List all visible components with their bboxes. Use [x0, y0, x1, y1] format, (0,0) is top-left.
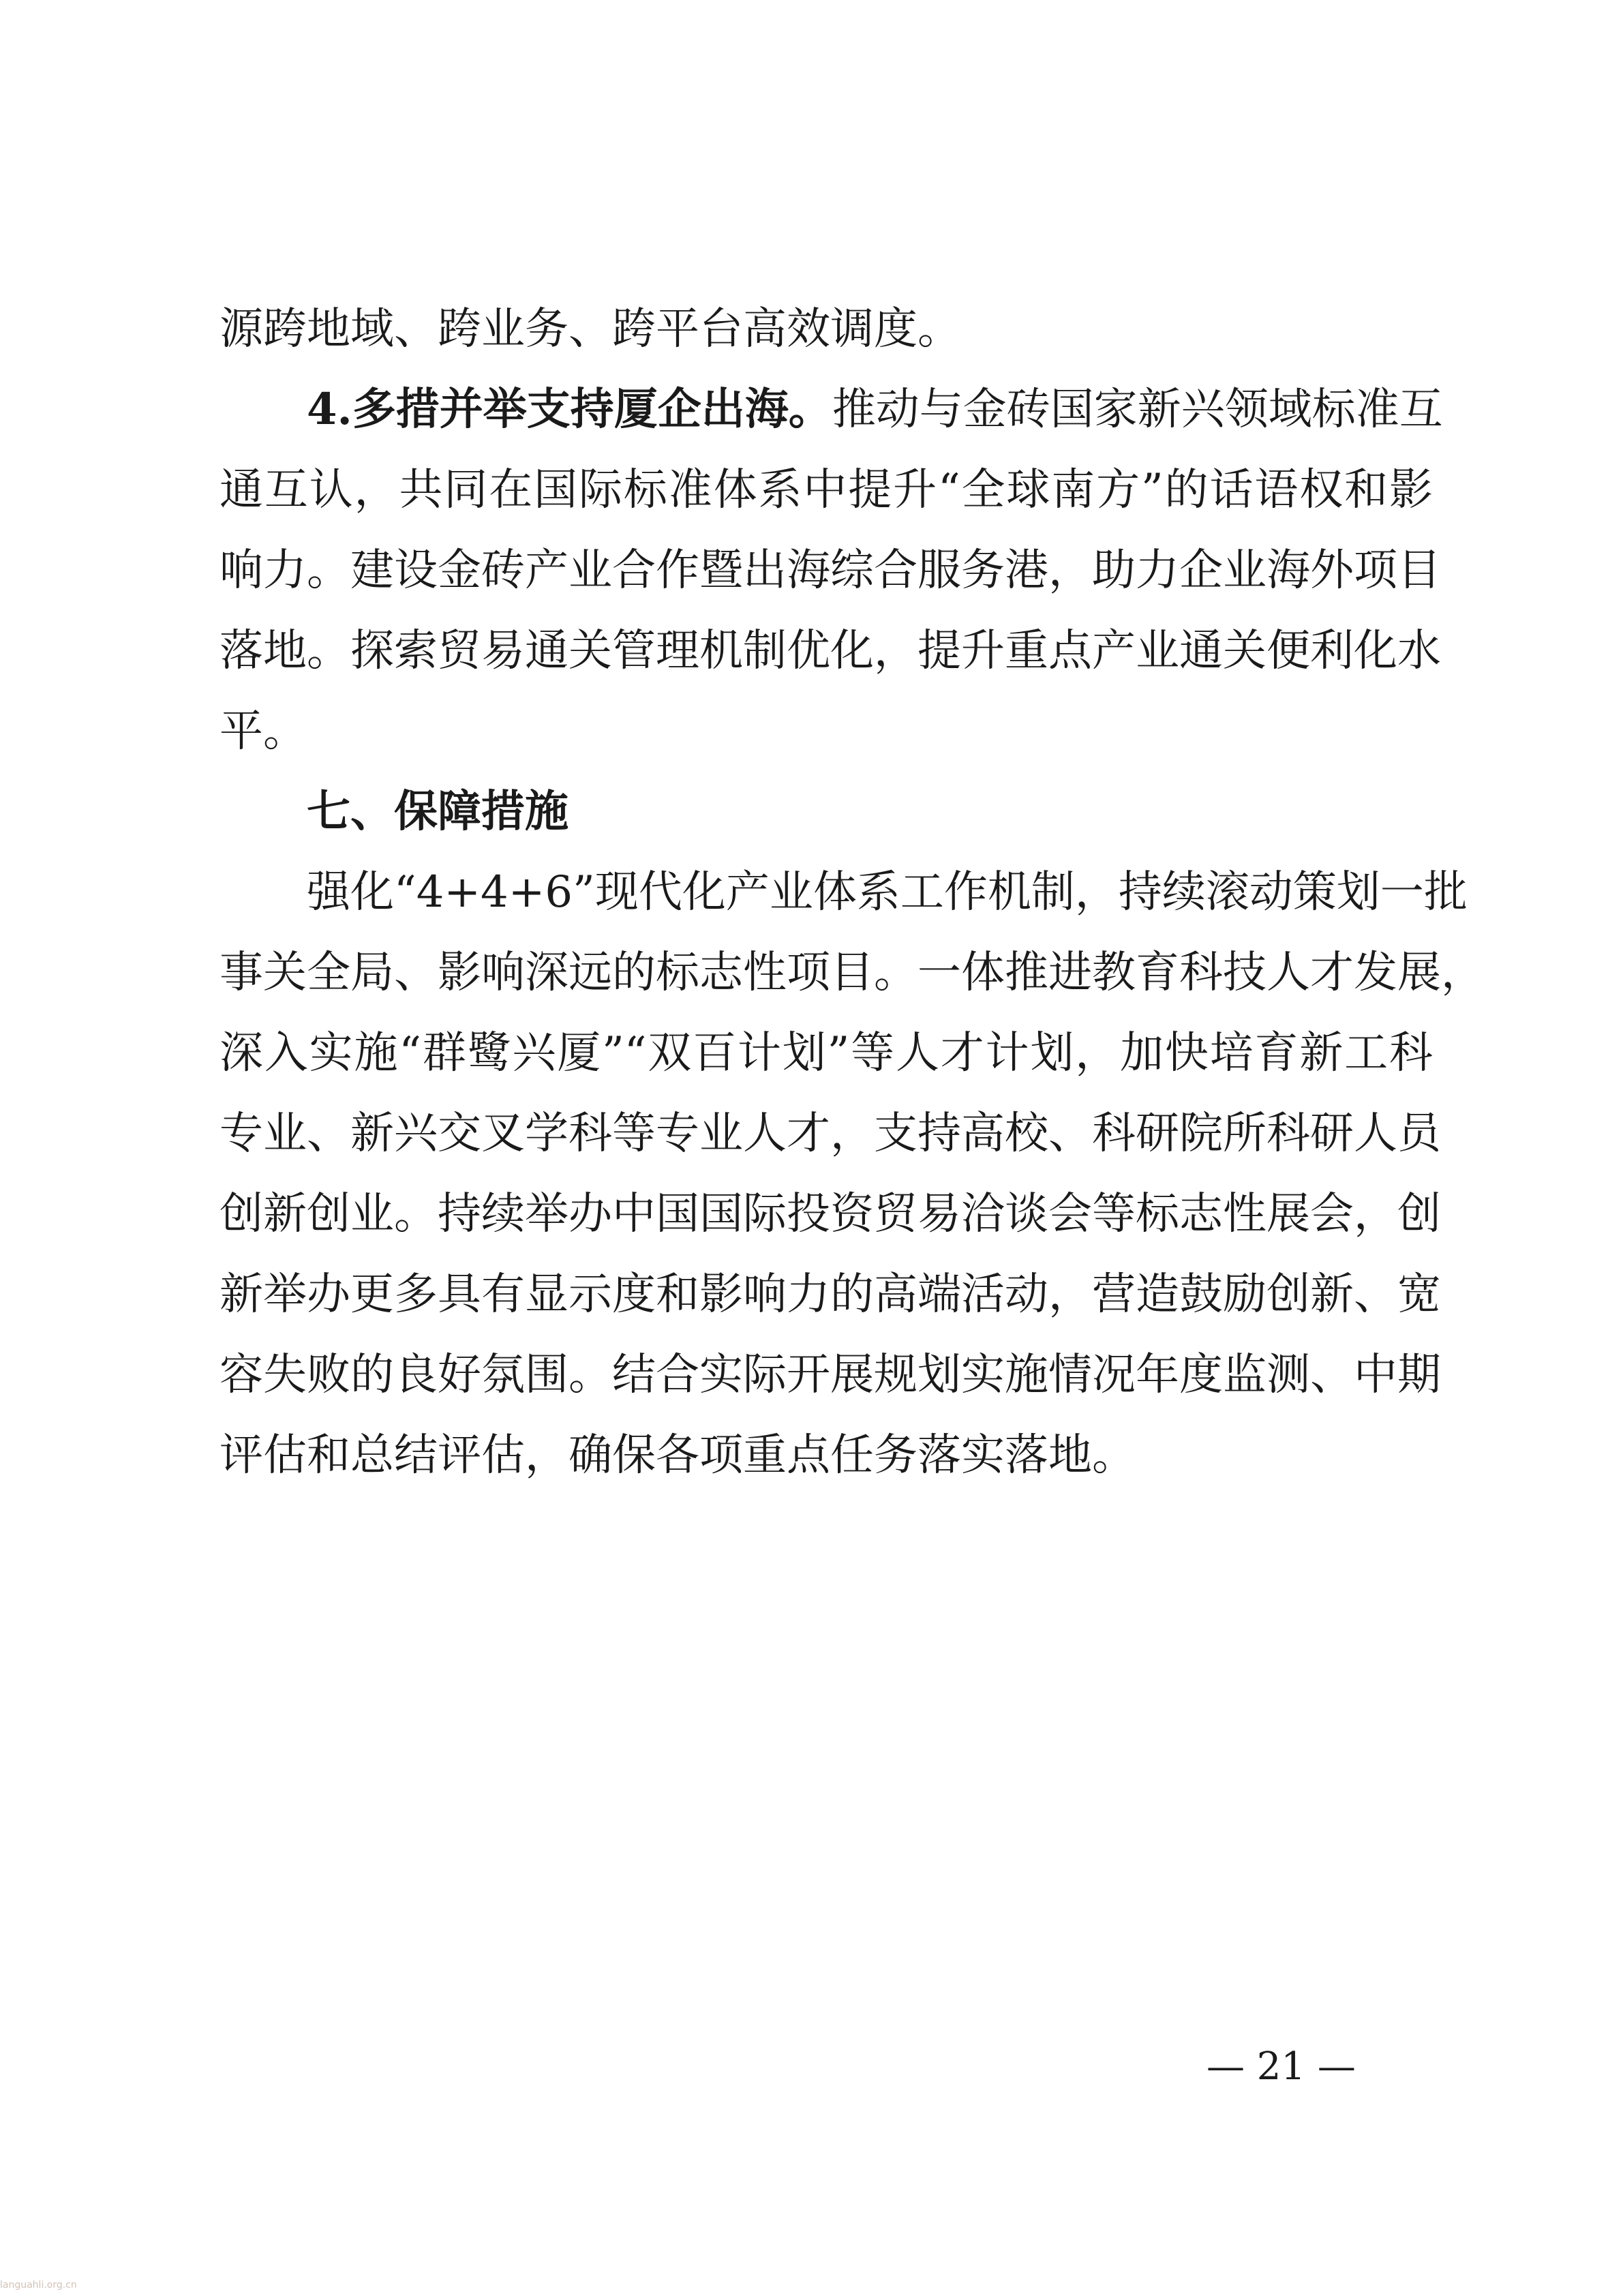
text-line: 源跨地域、跨业务、跨平台高效调度。: [219, 304, 961, 354]
text-line: 平。: [219, 706, 307, 757]
text-line: 通互认，共同在国际标准体系中提升“全球南方”的话语权和影: [219, 465, 1433, 515]
text-line: 深入实施“群鹭兴厦”“双百计划”等人才计划，加快培育新工科: [219, 1028, 1433, 1078]
text-line: 创新创业。持续举办中国国际投资贸易洽谈会等标志性展会，创: [219, 1189, 1441, 1239]
text-line: 新举办更多具有显示度和影响力的高端活动，营造鼓励创新、宽: [219, 1269, 1441, 1320]
subsection-title: 4.多措并举支持厦企出海。: [307, 384, 832, 435]
text-line: 响力。建设金砖产业合作暨出海综合服务港，助力企业海外项目: [219, 545, 1441, 596]
section-heading: 七、保障措施: [307, 787, 568, 837]
document-body: [219, 289, 1485, 1496]
text-line: 评估和总结评估，确保各项重点任务落实落地。: [219, 1430, 1136, 1481]
text-line: 强化“4+4+6”现代化产业体系工作机制，持续滚动策划一批: [307, 867, 1468, 918]
text-line: 事关全局、影响深远的标志性项目。一体推进教育科技人才发展，: [219, 948, 1485, 998]
text-line: 落地。探索贸易通关管理机制优化，提升重点产业通关便利化水: [219, 626, 1441, 676]
text-line: 专业、新兴交叉学科等专业人才，支持高校、科研院所科研人员: [219, 1108, 1441, 1159]
page-number: — 21 —: [1207, 2044, 1356, 2089]
watermark-text: languahli.org.cn: [0, 2280, 77, 2291]
text-run: 推动与金砖国家新兴领域标准互: [832, 384, 1443, 435]
subsection-line: [219, 369, 1443, 450]
text-line: 容失败的良好氛围。结合实际开展规划实施情况年度监测、中期: [219, 1350, 1441, 1400]
